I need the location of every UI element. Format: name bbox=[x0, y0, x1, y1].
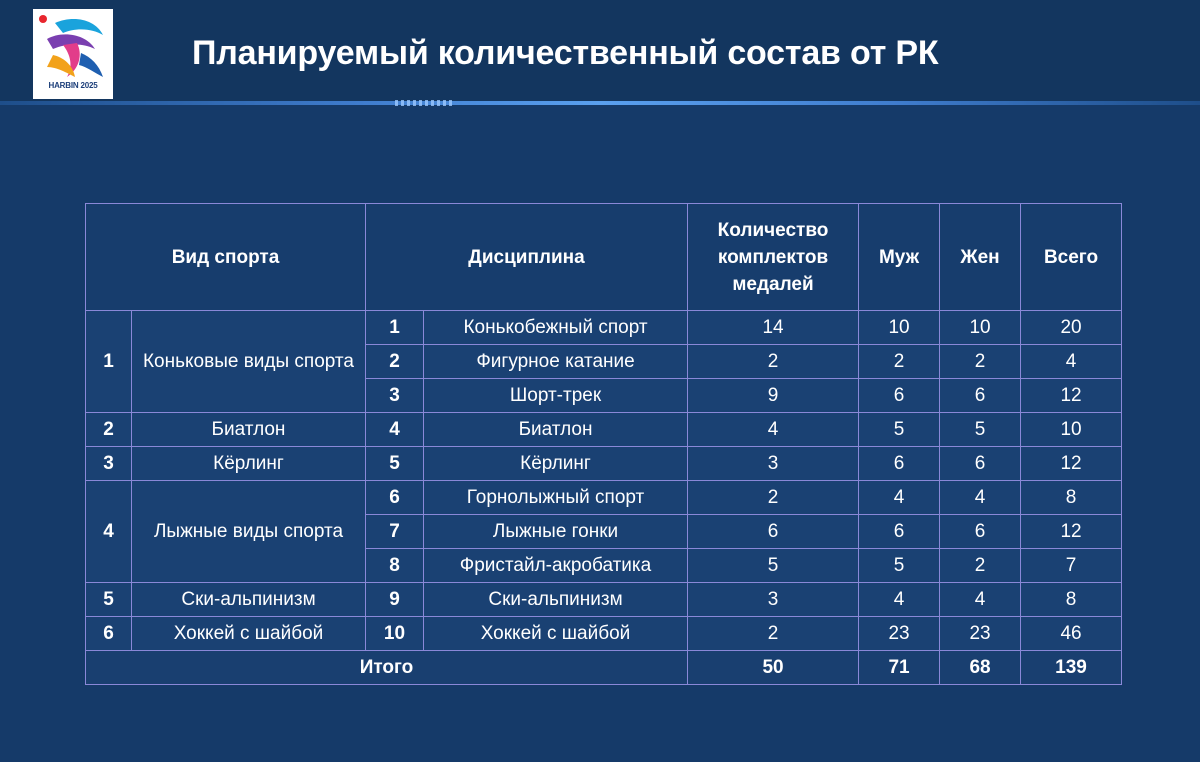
table-header-row bbox=[86, 204, 1122, 311]
medals-cell: 4 bbox=[688, 413, 859, 447]
women-cell: 23 bbox=[940, 617, 1021, 651]
medals-cell: 6 bbox=[688, 515, 859, 549]
discipline-number: 5 bbox=[366, 447, 424, 481]
discipline-name: Хоккей с шайбой bbox=[424, 617, 688, 651]
team-composition-table-wrapper bbox=[85, 203, 1122, 685]
totals-medals: 50 bbox=[688, 651, 859, 685]
women-cell: 4 bbox=[940, 481, 1021, 515]
discipline-number: 6 bbox=[366, 481, 424, 515]
column-header-sport: Вид спорта bbox=[86, 204, 366, 311]
sport-name: Биатлон bbox=[132, 413, 366, 447]
men-cell: 23 bbox=[859, 617, 940, 651]
women-cell: 5 bbox=[940, 413, 1021, 447]
total-cell: 4 bbox=[1021, 345, 1122, 379]
total-cell: 20 bbox=[1021, 311, 1122, 345]
table-row bbox=[86, 311, 1122, 345]
header-divider-dots bbox=[395, 100, 455, 106]
discipline-number: 7 bbox=[366, 515, 424, 549]
men-cell: 5 bbox=[859, 549, 940, 583]
totals-women: 68 bbox=[940, 651, 1021, 685]
discipline-name: Фигурное катание bbox=[424, 345, 688, 379]
page-title: Планируемый количественный состав от РК bbox=[192, 34, 939, 72]
total-cell: 10 bbox=[1021, 413, 1122, 447]
sport-number: 1 bbox=[86, 311, 132, 413]
column-header-discipline: Дисциплина bbox=[366, 204, 688, 311]
medals-cell: 14 bbox=[688, 311, 859, 345]
column-header-medals: Количество комплектов медалей bbox=[688, 204, 859, 311]
table-row bbox=[86, 481, 1122, 515]
table-row bbox=[86, 617, 1122, 651]
discipline-number: 3 bbox=[366, 379, 424, 413]
women-cell: 6 bbox=[940, 379, 1021, 413]
sport-number: 4 bbox=[86, 481, 132, 583]
discipline-name: Горнолыжный спорт bbox=[424, 481, 688, 515]
total-cell: 12 bbox=[1021, 379, 1122, 413]
total-cell: 46 bbox=[1021, 617, 1122, 651]
discipline-number: 4 bbox=[366, 413, 424, 447]
women-cell: 6 bbox=[940, 515, 1021, 549]
medals-cell: 3 bbox=[688, 583, 859, 617]
women-cell: 6 bbox=[940, 447, 1021, 481]
discipline-number: 2 bbox=[366, 345, 424, 379]
header-divider bbox=[0, 101, 1200, 105]
sport-name: Кёрлинг bbox=[132, 447, 366, 481]
discipline-number: 10 bbox=[366, 617, 424, 651]
women-cell: 2 bbox=[940, 345, 1021, 379]
discipline-name: Биатлон bbox=[424, 413, 688, 447]
games-emblem-icon bbox=[33, 9, 113, 81]
discipline-name: Конькобежный спорт bbox=[424, 311, 688, 345]
total-cell: 8 bbox=[1021, 583, 1122, 617]
discipline-number: 1 bbox=[366, 311, 424, 345]
sport-name: Лыжные виды спорта bbox=[132, 481, 366, 583]
column-header-men: Муж bbox=[859, 204, 940, 311]
total-cell: 12 bbox=[1021, 515, 1122, 549]
table-row bbox=[86, 583, 1122, 617]
totals-total: 139 bbox=[1021, 651, 1122, 685]
medals-cell: 3 bbox=[688, 447, 859, 481]
total-cell: 7 bbox=[1021, 549, 1122, 583]
column-header-total: Всего bbox=[1021, 204, 1122, 311]
medals-cell: 2 bbox=[688, 617, 859, 651]
table-row bbox=[86, 413, 1122, 447]
men-cell: 2 bbox=[859, 345, 940, 379]
sport-name: Ски-альпинизм bbox=[132, 583, 366, 617]
men-cell: 5 bbox=[859, 413, 940, 447]
discipline-name: Фристайл-акробатика bbox=[424, 549, 688, 583]
sport-name: Коньковые виды спорта bbox=[132, 311, 366, 413]
totals-men: 71 bbox=[859, 651, 940, 685]
harbin-2025-logo bbox=[33, 9, 113, 99]
men-cell: 10 bbox=[859, 311, 940, 345]
discipline-name: Кёрлинг bbox=[424, 447, 688, 481]
discipline-name: Шорт-трек bbox=[424, 379, 688, 413]
team-composition-table bbox=[85, 203, 1122, 685]
logo-text: HARBIN 2025 bbox=[48, 81, 98, 90]
discipline-name: Ски-альпинизм bbox=[424, 583, 688, 617]
sport-number: 5 bbox=[86, 583, 132, 617]
men-cell: 4 bbox=[859, 481, 940, 515]
men-cell: 6 bbox=[859, 515, 940, 549]
column-header-women: Жен bbox=[940, 204, 1021, 311]
women-cell: 4 bbox=[940, 583, 1021, 617]
women-cell: 10 bbox=[940, 311, 1021, 345]
men-cell: 4 bbox=[859, 583, 940, 617]
totals-label: Итого bbox=[86, 651, 688, 685]
total-cell: 12 bbox=[1021, 447, 1122, 481]
men-cell: 6 bbox=[859, 447, 940, 481]
discipline-name: Лыжные гонки bbox=[424, 515, 688, 549]
discipline-number: 8 bbox=[366, 549, 424, 583]
total-cell: 8 bbox=[1021, 481, 1122, 515]
table-row bbox=[86, 447, 1122, 481]
discipline-number: 9 bbox=[366, 583, 424, 617]
medals-cell: 2 bbox=[688, 345, 859, 379]
totals-row bbox=[86, 651, 1122, 685]
sport-number: 2 bbox=[86, 413, 132, 447]
men-cell: 6 bbox=[859, 379, 940, 413]
sport-name: Хоккей с шайбой bbox=[132, 617, 366, 651]
women-cell: 2 bbox=[940, 549, 1021, 583]
medals-cell: 9 bbox=[688, 379, 859, 413]
sport-number: 6 bbox=[86, 617, 132, 651]
medals-cell: 2 bbox=[688, 481, 859, 515]
medals-cell: 5 bbox=[688, 549, 859, 583]
sport-number: 3 bbox=[86, 447, 132, 481]
